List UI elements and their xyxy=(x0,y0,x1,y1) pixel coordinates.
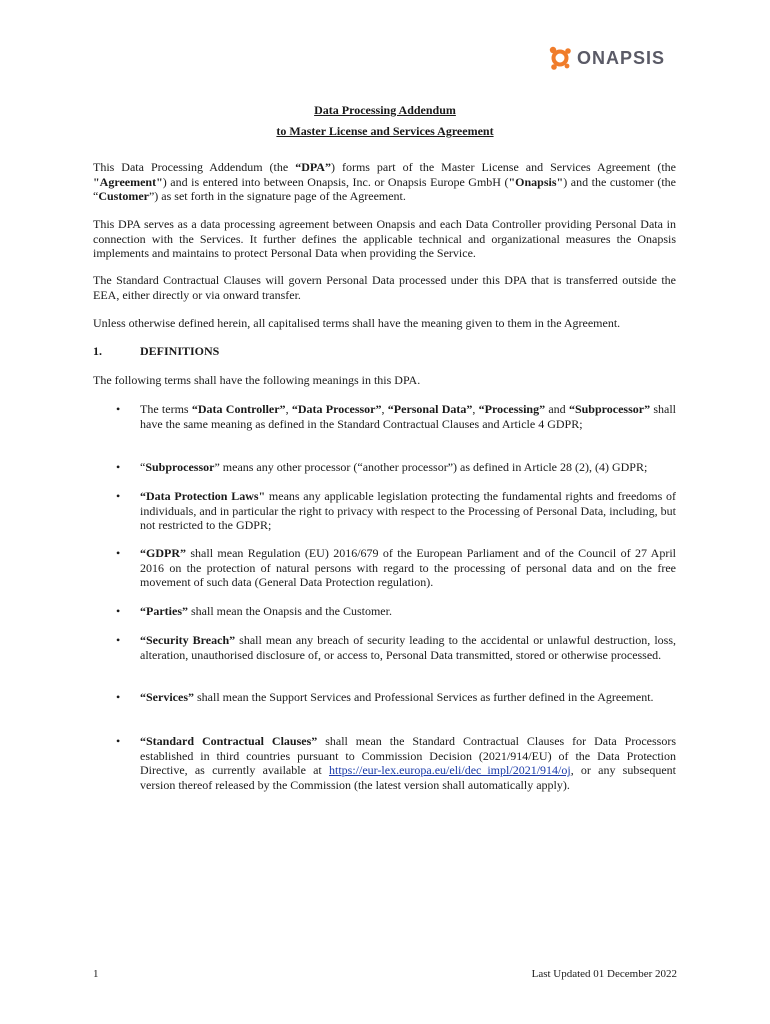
definition-item: “Subprocessor” means any other processor (“another processor”) as defined in Article 28 (2), (4) GDPR; xyxy=(140,460,648,474)
bullet: • xyxy=(116,633,121,647)
page-number: 1 xyxy=(93,968,99,980)
logo-wordmark: ONAPSIS xyxy=(577,47,666,68)
definition-item: “Standard Contractual Clauses” shall mean the Standard Contractual Clauses for Data Processors established in third countries pursuant to Commission Decision (2021/914/EU) of the Data Protection Directive, as currently available at https://eur-lex.europa.eu/eli/dec_impl/2021/914/oj, or any subsequent version thereof released by the Commission (the latest version shall automatically apply). xyxy=(140,734,677,792)
document-title: Data Processing Addendum xyxy=(314,103,456,117)
bullet: • xyxy=(116,734,121,748)
document-subtitle: to Master License and Services Agreement xyxy=(276,124,494,138)
section-heading xyxy=(93,344,219,359)
intro-paragraph-4: Unless otherwise defined herein, all capitalised terms shall have the meaning given to them in the Agreement. xyxy=(93,316,621,330)
bullet: • xyxy=(116,402,121,416)
section-lead: The following terms shall have the following meanings in this DPA. xyxy=(93,373,421,387)
intro-paragraph-1: This Data Processing Addendum (the “DPA”) forms part of the Master License and Services Agreement (the "Agreement") and is entered into between Onapsis, Inc. or Onapsis Europe GmbH ("Onapsis") and the customer (the “Customer”) as set forth in the signature page of the Agreement. xyxy=(93,160,676,203)
section-title: DEFINITIONS xyxy=(140,344,220,358)
definition-item: “GDPR” shall mean Regulation (EU) 2016/679 of the European Parliament and of the Council of 27 April 2016 on the protection of natural persons with regard to the processing of personal data and on the free movement of such data (General Data Protection regulation). xyxy=(140,546,676,589)
bullet: • xyxy=(116,460,121,474)
definition-item: “Data Protection Laws" means any applicable legislation protecting the fundamental rights and freedoms of individuals, and in particular the right to privacy with respect to the Processing of Personal Data, including, but not restricted to the GDPR; xyxy=(140,489,676,532)
last-updated: Last Updated 01 December 2022 xyxy=(531,968,677,980)
definition-item: “Services” shall mean the Support Services and Professional Services as further defined in the Agreement. xyxy=(140,690,654,704)
bullet: • xyxy=(116,489,121,503)
definition-item: “Security Breach” shall mean any breach of security leading to the accidental or unlawful destruction, loss, alteration, unauthorised disclosure of, or access to, Personal Data transmitted, stored or otherwise processed. xyxy=(140,633,676,662)
definition-item: “Parties” shall mean the Onapsis and the Customer. xyxy=(140,604,392,618)
definition-item: The terms “Data Controller”, “Data Processor”, “Personal Data”, “Processing” and “Subprocessor” shall have the same meaning as defined in the Standard Contractual Clauses and Article 4 GDPR; xyxy=(140,402,677,431)
bullet: • xyxy=(116,690,121,704)
onapsis-logo xyxy=(548,45,665,71)
section-number: 1. xyxy=(93,344,102,358)
intro-paragraph-2: This DPA serves as a data processing agreement between Onapsis and each Data Controller providing Personal Data in connection with the Services. It further defines the applicable technical and organizational measures the Onapsis implements and maintains to protect Personal Data when providing the Service. xyxy=(93,217,676,260)
intro-paragraph-3: The Standard Contractual Clauses will govern Personal Data processed under this DPA that is transferred outside the EEA, either directly or via onward transfer. xyxy=(93,273,676,302)
bullet: • xyxy=(116,604,121,618)
bullet: • xyxy=(116,546,121,560)
scc-link[interactable]: https://eur-lex.europa.eu/eli/dec_impl/2021/914/oj xyxy=(328,763,571,777)
onapsis-gear-logo-icon xyxy=(548,45,572,71)
